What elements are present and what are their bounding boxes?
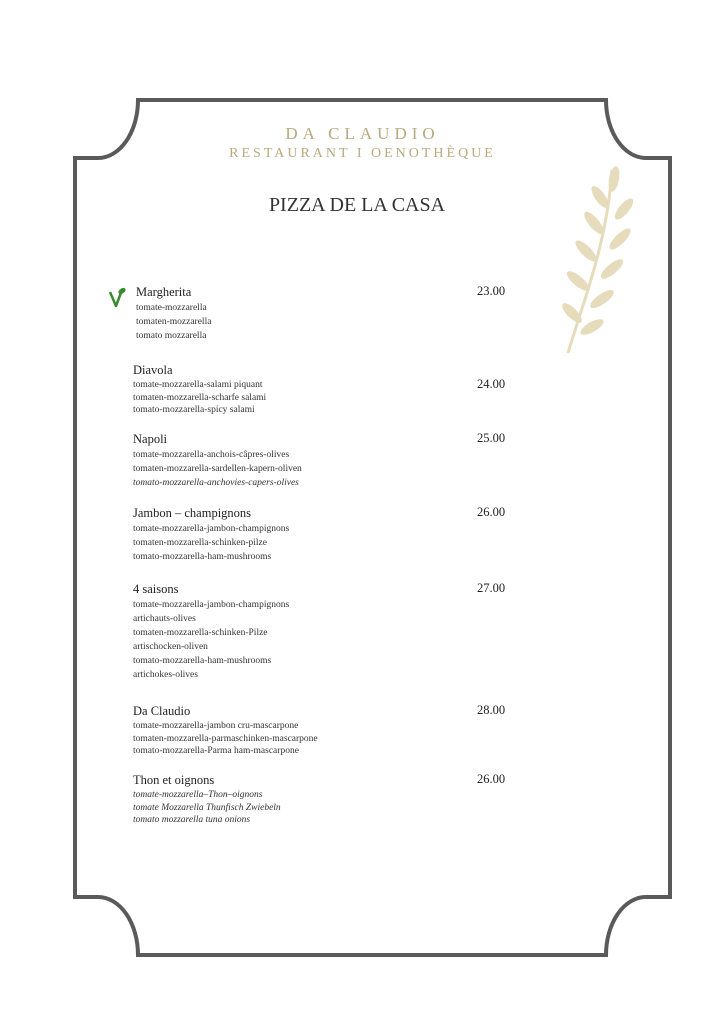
menu-item-jambon-champignons xyxy=(133,504,513,564)
menu-item-margherita xyxy=(136,283,516,343)
item-desc-de: tomaten-mozzarella xyxy=(136,317,212,327)
item-desc-en: tomato-mozzarella-ham-mushrooms xyxy=(133,552,272,562)
item-name: Diavola xyxy=(133,363,173,377)
item-desc-line: tomaten-mozzarella-schinken-Pilze xyxy=(133,628,268,638)
item-desc-fr: tomate-mozzarella-anchois-câpres-olives xyxy=(133,450,290,460)
item-desc-de: tomaten-mozzarella-parmaschinken-mascarpone xyxy=(133,733,318,744)
item-price: 27.00 xyxy=(477,581,506,595)
item-desc-de: tomate Mozzarella Thunfisch Zwiebeln xyxy=(133,802,281,813)
laurel-branch-icon xyxy=(562,165,642,355)
item-desc-fr: tomate-mozzarella-jambon cru-mascarpone xyxy=(133,721,299,731)
item-desc-en: tomato-mozzarella-spicy salami xyxy=(133,405,255,415)
item-name: Napoli xyxy=(133,432,168,446)
restaurant-name: DA CLAUDIO xyxy=(285,124,440,143)
vegetarian-icon xyxy=(107,286,127,308)
item-desc-de: tomaten-mozzarella-scharfe salami xyxy=(133,392,267,403)
item-price: 28.00 xyxy=(477,703,506,717)
item-desc-line: artichokes-olives xyxy=(133,670,198,680)
item-name: Da Claudio xyxy=(133,704,191,718)
menu-item-diavola xyxy=(133,361,513,417)
item-desc-en: tomato mozzarella xyxy=(136,331,207,341)
menu-item-da-claudio xyxy=(133,702,513,758)
restaurant-subtitle: RESTAURANT I OENOTHÈQUE xyxy=(229,146,496,161)
item-desc-line: tomato-mozzarella-ham-mushrooms xyxy=(133,656,272,666)
item-name: Jambon – champignons xyxy=(133,506,252,520)
item-desc-line: artischocken-oliven xyxy=(133,642,208,652)
item-desc-fr: tomate-mozzarella xyxy=(136,303,207,313)
item-price: 25.00 xyxy=(477,431,506,445)
item-desc-line: tomate-mozzarella-jambon-champignons xyxy=(133,600,290,610)
item-desc-line: artichauts-olives xyxy=(133,614,196,624)
section-title: PIZZA DE LA CASA xyxy=(268,194,446,216)
item-desc-en: tomato-mozzarella-anchovies-capers-olives xyxy=(133,478,299,488)
item-desc-fr: tomate-mozzarella-jambon-champignons xyxy=(133,524,290,534)
item-price: 26.00 xyxy=(477,772,506,786)
item-name: 4 saisons xyxy=(133,582,179,596)
item-name: Thon et oignons xyxy=(133,773,215,787)
item-desc-en: tomato mozzarella tuna onions xyxy=(133,815,251,825)
item-desc-fr: tomate-mozzarella-salami piquant xyxy=(133,380,263,390)
item-price: 26.00 xyxy=(477,505,506,519)
item-price: 23.00 xyxy=(477,284,506,298)
menu-item-4-saisons xyxy=(133,580,513,682)
menu-item-napoli xyxy=(133,430,513,490)
item-desc-en: tomato-mozzarella-Parma ham-mascarpone xyxy=(133,746,299,756)
item-name: Margherita xyxy=(136,285,192,299)
item-desc-de: tomaten-mozzarella-schinken-pilze xyxy=(133,538,267,548)
item-price: 24.00 xyxy=(477,377,506,391)
menu-item-thon-oignons xyxy=(133,771,513,827)
item-desc-fr: tomate-mozzarella–Thon–oignons xyxy=(133,790,263,800)
item-desc-de: tomaten-mozzarella-sardellen-kapern-oliven xyxy=(133,464,302,474)
